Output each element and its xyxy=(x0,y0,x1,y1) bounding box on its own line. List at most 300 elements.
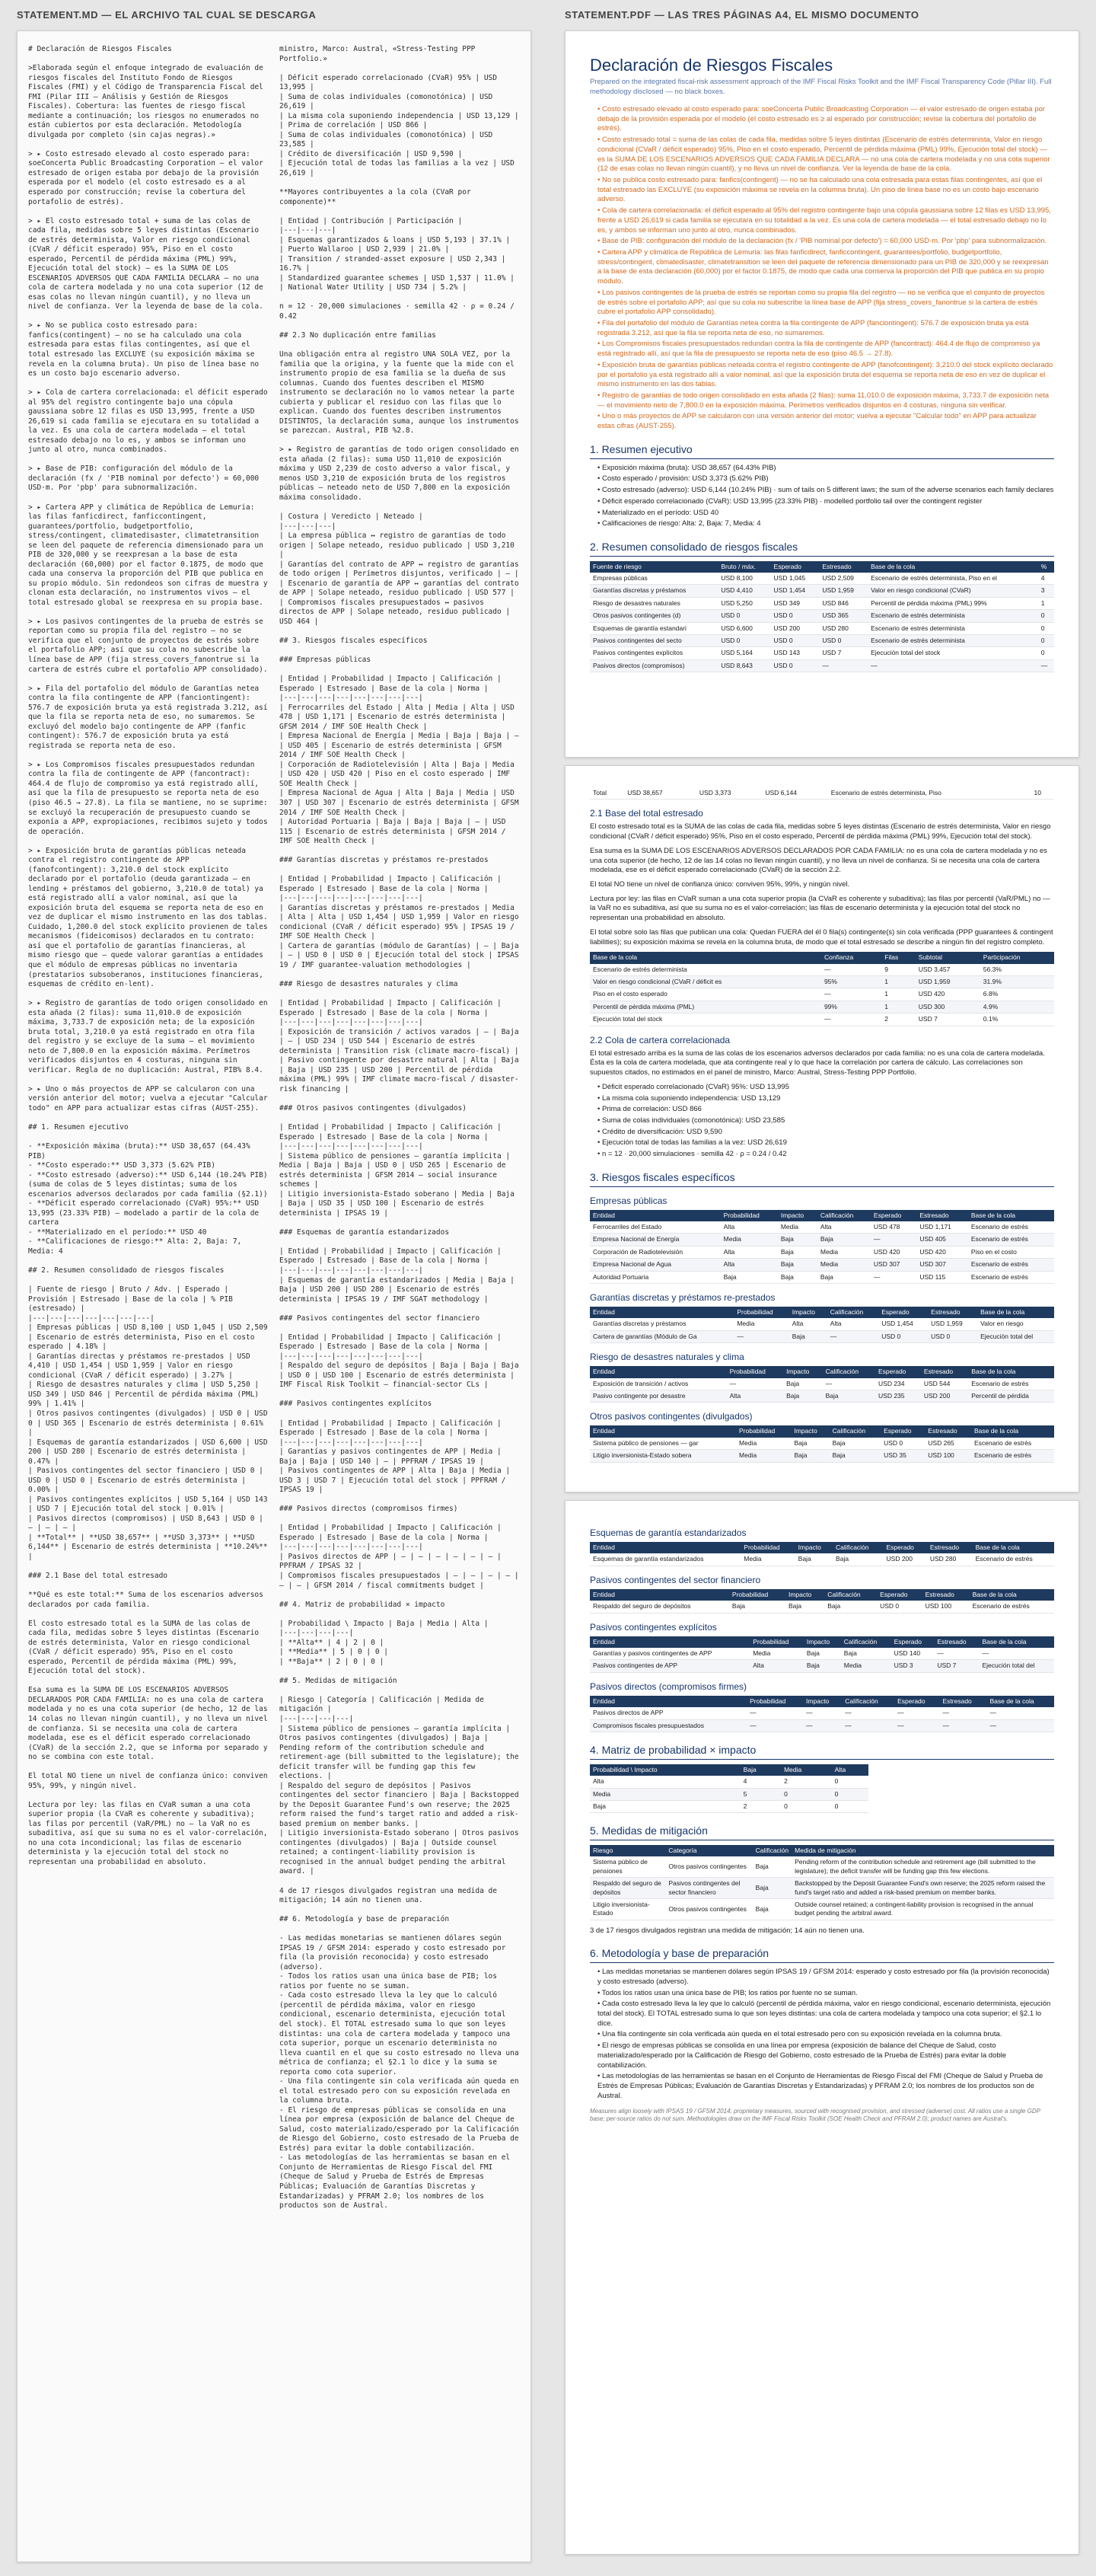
table-cell: Garantías y pasivos contingentes de APP xyxy=(590,1648,750,1660)
column-header: Impacto xyxy=(789,1307,827,1318)
table-cell: — xyxy=(821,988,881,1001)
table-cell: Alta xyxy=(817,1221,871,1234)
direct-liabilities-table xyxy=(590,1696,1054,1732)
section-2-1-paragraph-2: Esa suma es la SUMA DE LOS ESCENARIOS ADVERSOS DECLARADOS POR CADA FAMILIA: no es una cola de cartera modelada y no es una cota superior (de hecho, 12 de las 14 colas no llevan ningún cuantil), y no lleva un nivel de confianza. Si se necesita una cola de cartera modelada, ese es el déficit esperado correlacionado (CVaR) de la sección 2.2. xyxy=(590,846,1047,875)
table-cell: Pasivos contingentes explícitos xyxy=(590,647,718,659)
column-header: Esperado xyxy=(771,561,820,573)
table-cell: USD 5,164 xyxy=(718,647,770,659)
table-cell: — xyxy=(842,1707,894,1719)
guarantees-risk-table xyxy=(590,1307,1054,1343)
table-cell: 0 xyxy=(1038,622,1054,634)
table-cell: Percentil de pérdida máxima (PML) 99% xyxy=(868,597,1038,609)
warning-flag: • Cartera APP y climática de República de Lemuria: las filas fanficdirect, fanficcontingent, guarantees/portfolio, budgetportfolio, stress/contingent, climatedisaster, climatetransition se leen del paquete de referencia dimensionado para un PIB de 320,000 y se reexpresan a la base de esta declaración (60,000) por el factor 0.1875, de modo que cada una conserva la proporción del PIB que publica en su propio módulo. xyxy=(597,248,1054,287)
table-cell: Ferrocarriles del Estado xyxy=(590,1221,721,1234)
table-cell: 5 xyxy=(741,1788,781,1800)
table-cell: Baja xyxy=(785,1601,824,1613)
table-cell: USD 143 xyxy=(771,647,820,659)
table-row xyxy=(590,585,1054,597)
column-header: Impacto xyxy=(778,1210,817,1221)
table-cell: — xyxy=(803,1719,842,1732)
table-cell: Esquemas de garantía estandari xyxy=(590,622,718,634)
table-cell: USD 7 xyxy=(934,1660,979,1672)
section-1-title: 1. Resumen ejecutivo xyxy=(590,442,1054,459)
table-cell: Baja xyxy=(830,1450,881,1462)
correlation-item: • n = 12 · 20,000 simulaciones · semilla 42 · ρ = 0.24 / 0.42 xyxy=(597,1150,1054,1160)
table-cell: — xyxy=(986,1707,1054,1719)
summary-item: • Calificaciones de riesgo: Alta: 2, Baja: 7, Media: 4 xyxy=(597,519,1054,529)
table-cell: 6.8% xyxy=(980,988,1054,1001)
column-header: Impacto xyxy=(791,1425,829,1437)
table-cell: Pasivo contingente por desastre xyxy=(590,1390,727,1402)
correlation-item: • La misma cola suponiendo independencia: USD 13,129 xyxy=(597,1094,1054,1104)
markdown-source-part-1: # Declaración de Riesgos Fiscales >Elaborada según el enfoque integrado de evaluación de riesgos fiscales del Instituto Fondo de Riesgos Fiscales (FMI) y el Código de Transparencia Fiscal del FMI (Pilar III — Análisis y Gestión de Riesgos Fiscales). Cobertura: las fuentes de riesgo fiscal mediante a continuación; los riesgos no enumerados no están cubiertos por esta declaración. Metodología divulgada por completo (sin cajas negras).» > ▸ Costo estresado elevado al costo esperado para: soeConcerta Public Broadcasting Corporation — el valor estresado de origen estaba por debajo de la provisión esperada por el modelo (el costo estresado es a al esperado por construcción; revise la cobertura del portafolio de estrés). > ▸ El costo estresado total + suma de las colas de cada fila, medidas sobre 5 leyes distintas (Escenario de estrés determinista, Valor en riesgo condicional (CVaR / déficit esperado) 95%, Piso en el costo esperado, Percentil de pérdida máxima (PML) 99%, Ejecución total del stock) — es la SUMA DE LOS ESCENARIOS ADVERSOS QUE CADA FAMILIA DECLARA — no una cola de cartera modelada y no una cota superior (12 de esas colas no llevan ningún cuantil), y no lleva un nivel de confianza. Ver la leyenda de base de la cola. > ▸ No se publica costo estresado para: fanfics(contingent) — no se ha calculado una cola estresada para estas filas contingentes, así que el total estresado las EXCLUYE (su exposición máxima se revela en la columna bruta). Un piso de línea base no es un costo bajo escenario adverso. > ▸ Cola de cartera correlacionada: el déficit esperado al 95% del registro contingente bajo una cópula gaussiana sobre 12 filas es USD 13,995, frente a USD 26,619 si cada familia se ejecutara en su totalidad a la vez. Es una cola de cartera modelada — el total estresado debajo no lo es, y ambos se informan uno junto al otro, nunca combinados. > ▸ Base de PIB: configuración del módulo de la declaración (fx / 'PIB nominal por defecto') = 60,000 USD·m. Por 'pbp' para subnormalización. > ▸ Cartera APP y climática de República de Lemuria: las filas fanficdirect, fanficcontingent, guarantees/portfolio, budgetportfolio, stress/contingent, climatedisaster, climatetransition se leen del paquete de referencia dimensionado para un PIB de 320,000 y se reexpresan a la base de esta declaración (60,000) por el factor 0.1875, de modo que cada una conserva la proporción del PIB que publica en su propio módulo. Sin redondeos son cifras de muestra y clonan esta declaración, no instrumentos vivos — el total estresado global se reexpresa en su propia base. > ▸ Los pasivos contingentes de la prueba de estrés se reportan como su propia fila del registro — no se verifica que el conjunto de proyectos de estrés sobre el portafolio APP; así que su cola no subescribe la línea base de APP (fija stress_covers_fanontrue si la cartera de estrés cubre el portafolio APP consolidado). > ▸ Fila del portafolio del módulo de Garantías netea contra la fila contingente de APP (fanciontingent): 576.7 de exposición bruta ya está registrada 3.212, así que la fila se reporta neta de eso, no sumaremos. Se excluyó del modelo bajo contingente de APP (fanfic contingent): 576.7 de exposición bruta ya está registrada se reporta neta de eso. > ▸ Los Compromisos fiscales presupuestados redundan contra la fila de contingente de APP (fancontract): 464.4 de flujo de compromiso ya está registrado allí, así que la fila de presupuesto se reporta neta de eso (piso 46.5 → 27.8). La fila se mantiene, no se suprime: se excluyó la recuperación de presupuesto cuando se exponía a APP, expropiaciones, recibimos sujeto y todos de operación. > ▸ Exposición bruta de garantías públicas neteada contra el registro contingente de APP (fanofcontingent): 3,210.0 del stock explícito declarado por el portafolio (deuda garantizada — en lending + préstamos del gobierno, 3,210.0 de total) ya está registrado allí a valor nominal, así que la exposición bruta del esquema se reporta neta de eso en vez de duplicar el mismo instrumento en las dos tablas. Cuidado, 1,200.0 del stock explícito provienen de tales mecanismos (fideicomisos) declarados en tu contrato: así que el portafolio de garantías financieras, al mismo riesgo que — quede valorar garantías a entidades que el módulo de empresas públicas no inventaria (prestatarios subsoberanos, instituciones financieras, esquemas de crédito en-lent). > ▸ Registro de garantías de todo origen consolidado en esta añada (2 filas): suma 11,010.0 de exposición máxima, 3,733.7 de exposición neta; de la exposición bruta total, 3,210.0 ya está registrado en otra fila del registro y se excluye de la suma — el movimiento neto de 7,800.0 en la exposición máxima. Perímetros verificados disjuntos en 4 costuras, ninguna sin verificar. Regla de no duplicación: Austral, PIB% 8.4. > ▸ Uno o más proyectos de APP se calcularon con una versión anterior del motor; vuelva a ejecutar "Calcular todo" en APP para actualizar estas cifras (AUST-255). ## 1. Resumen ejecutivo - **Exposición máxima (bruta):** USD 38,657 (64.43% PIB) - **Costo esperado:** USD 3,373 (5.62% PIB) - **Costo estresado (adverso):** USD 6,144 (10.24% PIB) (suma de colas de 5 leyes distintas; suma de los escenarios adversos declarados por cada familia (§2.1)) - **Déficit esperado correlacionado (CVaR) 95%:** USD 13,995 (23.33% PIB) — modelado a partir de la cola de cartera - **Materializado en el período:** USD 40 - **Calificaciones de riesgo:** Alta: 2, Baja: 7, Media: 4 ## 2. Resumen consolidado de riesgos fiscales | Fuente de riesgo | Bruto / Adv. | Esperado | Provisión | Estresado | Base de la cola | % PIB (estresado) | |---|---|---|---|---|---|---| | Empresas públicas | USD 8,100 | USD 1,045 | USD 2,509 | Escenario de estrés determinista, Piso en el costo esperado | 4.18% | | Garantías directas y préstamos re-prestados | USD 4,410 | USD 1,454 | USD 1,959 | Valor en riesgo condicional (CVaR / déficit esperado) | 3.27% | | Riesgo de desastres naturales y clima | USD 5,250 | USD 349 | USD 846 | Percentil de pérdida máxima (PML) 99% | 1.41% | | Otros pasivos contingentes (divulgados) | USD 0 | USD 0 | USD 365 | Escenario de estrés determinista | 0.61% | | Esquemas de garantía estandarizados | USD 6,600 | USD 200 | USD 280 | Escenario de estrés determinista | 0.47% | | Pasivos contingentes del sector financiero | USD 0 | USD 0 | USD 0 | Escenario de estrés determinista | 0.00% | | Pasivos contingentes explícitos | USD 5,164 | USD 143 | USD 7 | Ejecución total del stock | 0.01% | | Pasivos directos (compromisos) | USD 8,643 | USD 0 | — | — | — | | **Total** | **USD 38,657** | **USD 3,373** | **USD 6,144** | Escenario de estrés determinista | **10.24%** | ### 2.1 Base del total estresado **Qué es este total:** Suma de los escenarios adversos declarados por cada familia. El costo estresado total es la SUMA de las colas de cada fila, medidas sobre 5 leyes distintas (Escenario de estrés determinista, Valor en riesgo condicional (CVaR / déficit esperado) 95%, Piso en el costo esperado, Percentil de pérdida máxima (PML) 99%, Ejecución total del stock). Esa suma es la SUMA DE LOS ESCENARIOS ADVERSOS DECLARADOS POR CADA FAMILIA: no es una cola de cartera modelada y no es una cota superior (de hecho, 12 de las 14 colas no llevan ningún cuantil), y no lleva un nivel de confianza. Si se necesita una cola de cartera modelada, ese es el déficit esperado correlacionado (CVaR) de la sección 2.2, que se informa por separado y no se combina con este total. El total NO tiene un nivel de confianza único: conviven 95%, 99%, y ningún nivel. Lectura por ley: las filas en CVaR suman a una cota superior propia (la CVaR es coherente y subaditiva); las filas por percentil (VaR/PML) no — la VaR no es subaditiva, así que su suma no es el valor-correlación, no una cota incondicional; las filas de escenario determinista y la ejecución total del stock no representan una probabilidad en absoluto. xyxy=(28,45,268,1866)
table-cell: Piso en el costo esperado xyxy=(590,988,821,1001)
table-cell: 4.9% xyxy=(980,1001,1054,1013)
markdown-source-part-2: ministro, Marco: Austral, «Stress-Testing PPP Portfolio.» | Déficit esperado correlacionado (CVaR) 95% | USD 13,995 | | Suma de colas individuales (comonotónica) | USD 26,619 | | La misma cola suponiendo independencia | USD 13,129 | | Prima de correlación | USD 866 | | Suma de colas individuales (comonotónica) | USD 23,585 | | Crédito de diversificación | USD 9,590 | | Ejecución total de todas las familias a la vez | USD 26,619 | **Mayores contribuyentes a la cola (CVaR por componente)** | Entidad | Contribución | Participación | |---|---|---| | Esquemas garantizados & loans | USD 5,193 | 37.1% | | Puerto Wallaroo | USD 2,939 | 21.0% | | Transition / stranded-asset exposure | USD 2,343 | 16.7% | | Standardized guarantee schemes | USD 1,537 | 11.0% | | National Water Utility | USD 734 | 5.2% | n = 12 · 20,000 simulaciones · semilla 42 · ρ = 0.24 / 0.42 ## 2.3 No duplicación entre familias Una obligación entra al registro UNA SOLA VEZ, por la familia que la origina, y la fuente que la mide con el instrumento propio de esa familia se la dueña de sus columnas. Cuando dos fuentes describen el MISMO instrumento se declaración no lo vamos netear la parte cubierta y publicar el residuo con las filas que lo explican. Cuando dos fuentes describen instrumentos DISTINTOS, la declaración suma, aunque los instrumentos se parezcan. Austral, PIB %2.8. > ▸ Registro de garantías de todo origen consolidado en esta añada (2 filas): suma USD 11,010 de exposición máxima y USD 2,239 de costo adverso a valor fiscal, y menos USD 3,210 de exposición bruta de los registros públicas — neteado neto de USD 7,800 en la exposición máxima consolidado. | Costura | Veredicto | Neteado | |---|---|---| | La empresa pública ↔ registro de garantías de todo origen | Solape neteado, residuo publicado | USD 3,210 | | Garantías del contrato de APP ↔ registro de garantías de todo origen | Perímetros disjuntos, verificado | — | | Escenario de garantía de APP ↔ garantías del contrato de APP | Solape neteado, residuo publicado | USD 577 | | Compromisos fiscales presupuestados ↔ pasivos directos de APP | Solape neteado, residuo publicado | USD 464 | ## 3. Riesgos fiscales específicos ### Empresas públicas | Entidad | Probabilidad | Impacto | Calificación | Esperado | Estresado | Base de la cola | Norma | |---|---|---|---|---|---|---|---| | Ferrocarriles del Estado | Alta | Media | Alta | USD 478 | USD 1,171 | Escenario de estrés determinista | GFSM 2014 / IMF SOE Health Check | | Empresa Nacional de Energía | Media | Baja | Baja | — | USD 405 | Escenario de estrés determinista | GFSM 2014 / IMF SOE Health Check | | Corporación de Radiotelevisión | Alta | Baja | Media | USD 420 | USD 420 | Piso en el costo esperado | IMF SOE Health Check | | Empresa Nacional de Agua | Alta | Baja | Media | USD 307 | USD 307 | Escenario de estrés determinista | GFSM 2014 / IMF SOE Health Check | | Autoridad Portuaria | Baja | Baja | Baja | — | USD 115 | Escenario de estrés determinista | GFSM 2014 / IMF SOE Health Check | ### Garantías discretas y préstamos re-prestados | Entidad | Probabilidad | Impacto | Calificación | Esperado | Estresado | Base de la cola | Norma | |---|---|---|---|---|---|---|---| | Garantías discretas y préstamos re-prestados | Media | Alta | Alta | USD 1,454 | USD 1,959 | Valor en riesgo condicional (CVaR / déficit esperado) 95% | IPSAS 19 / IMF SOE Health Check | | Cartera de garantías (módulo de Garantías) | — | Baja | — | USD 0 | USD 0 | Ejecución total del stock | IPSAS 19 / IMF guarantee-valuation methodologies | ### Riesgo de desastres naturales y clima | Entidad | Probabilidad | Impacto | Calificación | Esperado | Estresado | Base de la cola | Norma | |---|---|---|---|---|---|---|---| | Exposición de transición / activos varados | — | Baja | — | USD 234 | USD 544 | Escenario de estrés determinista | Transition risk (climate macro-fiscal) | | Pasivo contingente por desastre natural | Alta | Baja | Baja | USD 235 | USD 200 | Percentil de pérdida máxima (PML) 99% | IMF climate macro-fiscal / disaster-risk financing | ### Otros pasivos contingentes (divulgados) | Entidad | Probabilidad | Impacto | Calificación | Esperado | Estresado | Base de la cola | Norma | |---|---|---|---|---|---|---|---| | Sistema público de pensiones — garantía implícita | Media | Baja | Baja | USD 0 | USD 265 | Escenario de estrés determinista | GFSM 2014 — social insurance schemes | | Litigio inversionista-Estado soberano | Media | Baja | Baja | USD 35 | USD 100 | Escenario de estrés determinista | IPSAS 19 | ### Esquemas de garantía estandarizados | Entidad | Probabilidad | Impacto | Calificación | Esperado | Estresado | Base de la cola | Norma | |---|---|---|---|---|---|---|---| | Esquemas de garantía estandarizados | Media | Baja | Baja | USD 200 | USD 280 | Escenario de estrés determinista | IPSAS 19 / IMF SGAT methodology | ### Pasivos contingentes del sector financiero | Entidad | Probabilidad | Impacto | Calificación | Esperado | Estresado | Base de la cola | Norma | |---|---|---|---|---|---|---|---| | Respaldo del seguro de depósitos | Baja | Baja | Baja | USD 0 | USD 100 | Escenario de estrés determinista | IMF Fiscal Risk Toolkit — financial-sector CLs | ### Pasivos contingentes explícitos | Entidad | Probabilidad | Impacto | Calificación | Esperado | Estresado | Base de la cola | Norma | |---|---|---|---|---|---|---|---| | Garantías y pasivos contingentes de APP | Media | Baja | Baja | USD 140 | — | PPFRAM / IPSAS 19 | | Pasivos contingentes de APP | Alta | Baja | Media | USD 3 | USD 7 | Ejecución total del stock | PPFRAM / IPSAS 19 | ### Pasivos directos (compromisos firmes) | Entidad | Probabilidad | Impacto | Calificación | Esperado | Estresado | Base de la cola | Norma | |---|---|---|---|---|---|---|---| | Pasivos directos de APP | — | — | — | — | — | — | PPFRAM / IPSAS 32 | | Compromisos fiscales presupuestados | — | — | — | — | — | — | GFSM 2014 / fiscal commitments budget | ## 4. Matriz de probabilidad × impacto | Probabilidad \ Impacto | Baja | Media | Alta | |---|---|---|---| | **Alta** | 4 | 2 | 0 | | **Media** | 5 | 0 | 0 | | **Baja** | 2 | 0 | 0 | ## 5. Medidas de mitigación | Riesgo | Categoría | Calificación | Medida de mitigación | |---|---|---|---| | Sistema público de pensiones — garantía implícita | Otros pasivos contingentes (divulgados) | Baja | Pending reform of the contribution schedule and retirement-age (bill submitted to the legislature); the deficit transfer will be funding gap this few elections. | | Respaldo del seguro de depósitos | Pasivos contingentes del sector financiero | Baja | Backstopped by the Deposit Guarantee Fund's own reserve; the 2025 reform raised the fund's target ratio and added a risk-based premium on member banks. | | Litigio inversionista-Estado soberano | Otros pasivos contingentes (divulgados) | Baja | Outside counsel retained; a contingent-liability provision is recognised in the annual budget pending the arbitral award. | 4 de 17 riesgos divulgados registran una medida de mitigación; 14 aún no tienen una. ## 6. Metodología y base de preparación - Las medidas monetarias se mantienen dólares según IPSAS 19 / GFSM 2014: esperado y costo estresado por fila (la provisión reconocida) y costo estresado (adverso). - Todos los ratios usan una única base de PIB; los ratios por fuente no se suman. - Cada costo estresado lleva la ley que lo calculó (percentil de pérdida máxima, valor en riesgo condicional, escenario determinista, ejecución total del stock). El TOTAL estresado suma lo que son leyes distintas: una cola de cartera modelada y tampoco una cota superior, porque un escenario determinista no lleva cuantil en el que su costo estresado no lleva una métrica de confianza; el §2.1 lo dice y la suma se reporta como cota superior. - Una fila contingente sin cola verificada aún queda en el total estresado pero con su exposición revelada en la columna bruta. - El riesgo de empresas públicas se consolida en una línea por empresa (exposición de balance del Cheque de Salud, costo materializado/esperado por la Calificación de Riesgo del Gobierno, costo estresado de la Prueba de Estrés) para evitar la doble contabilización. - Las metodologías de las herramientas se basan en el Conjunto de Herramientas de Riesgo Fiscal del FMI (Cheque de Salud y Prueba de Estrés de Empresas Públicas; Evaluación de Garantías Discretas y Estandarizadas) y PFRAM 2.0; los nombres de los productos son de Austral. xyxy=(279,45,519,2211)
table-cell: 0 xyxy=(781,1800,832,1812)
table-cell: Compromisos fiscales presupuestados xyxy=(590,1719,747,1732)
table-cell: 0 xyxy=(1038,647,1054,659)
column-header: Entidad xyxy=(590,1542,741,1553)
table-cell: USD 280 xyxy=(819,622,868,634)
table-cell: Garantías discretas y préstamos xyxy=(590,1318,734,1330)
table-row xyxy=(590,1707,1054,1719)
column-header: Impacto xyxy=(803,1696,842,1707)
table-cell: USD 307 xyxy=(871,1259,916,1271)
column-header: Calificación xyxy=(823,1366,875,1377)
table-cell: Baja xyxy=(783,1390,823,1402)
table-cell: — xyxy=(894,1719,939,1732)
table-cell: Escenario de estrés xyxy=(968,1378,1054,1390)
total-cell: USD 6,144 xyxy=(762,787,827,800)
table-cell: USD 7 xyxy=(916,1013,980,1026)
table-cell: USD 140 xyxy=(891,1648,935,1660)
table-cell: Litigio inversionista-Estado sobera xyxy=(590,1450,736,1462)
table-cell: Valor en riesgo condicional (CVaR / déficit es xyxy=(590,976,821,988)
table-row xyxy=(590,647,1054,659)
column-header: Subtotal xyxy=(916,952,980,963)
column-header: Probabilidad xyxy=(750,1636,804,1648)
table-row xyxy=(590,597,1054,609)
total-cell: Total xyxy=(590,787,624,800)
methodology-item: • Las medidas monetarias se mantienen dólares según IPSAS 19 / GFSM 2014: esperado y costo estresado por fila (la provisión reconocida) y costo estresado (adverso). xyxy=(597,1968,1054,1987)
column-header: Impacto xyxy=(783,1366,823,1377)
standardized-subtitle: Esquemas de garantía estandarizados xyxy=(590,1527,747,1538)
table-cell: Pasivos contingentes del secto xyxy=(590,634,718,646)
table-cell: Alta xyxy=(590,1776,741,1788)
warning-flag: • Costo estresado total = suma de las colas de cada fila, medidas sobre 5 leyes distintas (Escenario de estrés determinista, Valor en riesgo condicional (CVaR / déficit esperado) 95%, Piso en el costo esperado, Percentil de pérdida máxima (PML) 99%, Ejecución total del stock) — es la SUMA DE LOS ESCENARIOS ADVERSOS QUE CADA FAMILIA DECLARA — no una cola de cartera modelada y no una cota superior (12 de esas colas no llevan ningún cuantil), y no lleva un nivel de confianza. Ver la leyenda de base de la cola. xyxy=(597,136,1054,174)
table-cell: Empresa Nacional de Agua xyxy=(590,1259,721,1271)
table-cell: Escenario de estrés xyxy=(971,1450,1054,1462)
probability-impact-matrix xyxy=(590,1764,868,1814)
table-cell: Valor en riesgo xyxy=(977,1318,1054,1330)
table-cell: Baja xyxy=(830,1438,881,1450)
table-cell: Escenario de estrés xyxy=(968,1221,1054,1234)
table-cell: USD 3,457 xyxy=(916,964,980,976)
table-cell: Otros pasivos contingentes xyxy=(665,1898,752,1920)
pdf-page-3 xyxy=(565,1500,1079,2555)
warning-flag: • Uno o más proyectos de APP se calcularon con una versión anterior del motor; vuelva a ejecutar "Calcular todo" en APP para actualizar estas cifras (AUST-255). xyxy=(597,412,1054,431)
methodology-item: • Cada costo estresado lleva la ley que lo calculó (percentil de pérdida máxima, valor en riesgo condicional, escenario determinista, ejecución total del stock). El TOTAL estresado suma lo que son leyes distintas: una cola de cartera modelada y tampoco una cota superior; el §2.1 lo dice. xyxy=(597,2000,1054,2029)
table-cell: Media xyxy=(734,1318,789,1330)
table-cell: 1 xyxy=(881,1001,915,1013)
column-header: Probabilidad xyxy=(734,1307,789,1318)
column-header: Confianza xyxy=(821,952,881,963)
table-cell: 2 xyxy=(741,1800,781,1812)
table-cell: 3 xyxy=(1038,585,1054,597)
table-cell: 0 xyxy=(832,1800,868,1812)
column-header: Estresado xyxy=(928,1307,977,1318)
table-cell: USD 349 xyxy=(771,597,820,609)
column-header: Esperado xyxy=(881,1425,925,1437)
table-cell: Baja xyxy=(804,1660,841,1672)
financial-sector-subtitle: Pasivos contingentes del sector financiero xyxy=(590,1574,761,1585)
section-4-title: 4. Matriz de probabilidad × impacto xyxy=(590,1743,1054,1760)
section-2-2-paragraph: El total estresado arriba es la suma de las colas de los escenarios adversos declarados por cada familia: no es una cola de cartera modelada. Ésta es la cola de cartera modelada, que ata contingente real y lo que hace la correlación por cartera de cálculo. Las correlaciones son supuestos citados, no estimados en el panel de ministro, Marco: Austral, Stress-Testing PPP Portfolio. xyxy=(590,1049,1045,1077)
table-cell: USD 1,959 xyxy=(819,585,868,597)
table-cell: USD 8,100 xyxy=(718,573,770,585)
table-cell: Empresa Nacional de Energía xyxy=(590,1234,721,1246)
table-cell: — xyxy=(934,1648,979,1660)
table-cell: 1 xyxy=(1038,597,1054,609)
methodology-item: • El riesgo de empresas públicas se consolida en una línea por empresa (exposición de balance del Cheque de Salud, costo materializado/esperado por la Calificación de Riesgo del Gobierno, costo estresado de la Prueba de Estrés) para evitar la doble contabilización. xyxy=(597,2041,1054,2070)
warning-flag: • Base de PIB: configuración del módulo de la declaración (fx / 'PIB nominal por defecto') = 60,000 USD·m. Por 'pbp' para subnormalización. xyxy=(597,237,1054,247)
column-header: Calificación xyxy=(753,1845,792,1856)
table-row xyxy=(590,1450,1054,1462)
column-header: Filas xyxy=(881,952,915,963)
table-cell: 4 xyxy=(1038,573,1054,585)
table-cell: Media xyxy=(736,1450,791,1462)
table-cell: Esquemas de garantía estandarizados xyxy=(590,1553,741,1566)
column-header: Probabilidad xyxy=(747,1696,803,1707)
warning-flag: • Exposición bruta de garantías públicas neteada contra el registro contingente de APP (fanofcontingent): 3,210.0 del stock explícito declarado por el portafolio ya está registrado allí a valor nominal, así que la exposición bruta del esquema se reporta neta de eso en vez de duplicar el mismo instrumento en las dos tablas. xyxy=(597,361,1054,390)
table-cell: — xyxy=(868,659,1038,672)
table-cell: Media xyxy=(590,1788,741,1800)
table-cell: Baja xyxy=(817,1234,871,1246)
summary-item: • Déficit esperado correlacionado (CVaR): USD 13,995 (23.33% PIB) · modelled portfolio tail over the contingent register xyxy=(597,497,1054,507)
table-cell: Baja xyxy=(789,1330,827,1342)
table-cell: USD 0 xyxy=(819,634,868,646)
column-header: Base de la cola xyxy=(971,1425,1054,1437)
table-cell: Backstopped by the Deposit Guarantee Fund's own reserve; the 2025 reform raised the fund's target ratio and added a risk-based premium on member banks. xyxy=(792,1878,1054,1899)
table-cell: — xyxy=(823,1378,875,1390)
table-row xyxy=(590,610,1054,622)
table-cell: Percentil de pérdida xyxy=(968,1390,1054,1402)
table-cell: 1 xyxy=(881,988,915,1001)
table-cell: USD 6,600 xyxy=(718,622,770,634)
table-cell: USD 100 xyxy=(925,1450,971,1462)
table-cell: Baja xyxy=(823,1390,875,1402)
table-cell: USD 200 xyxy=(771,622,820,634)
table-cell: Escenario de estrés determinista xyxy=(590,964,821,976)
section-3-title: 3. Riesgos fiscales específicos xyxy=(590,1170,1054,1187)
table-cell: USD 0 xyxy=(878,1330,928,1342)
column-header: Categoría xyxy=(665,1845,752,1856)
table-cell: USD 365 xyxy=(819,610,868,622)
direct-liabilities-subtitle: Pasivos directos (compromisos firmes) xyxy=(590,1681,747,1692)
column-header: Esperado xyxy=(875,1366,921,1377)
table-cell: 4 xyxy=(741,1776,781,1788)
summary-item: • Costo esperado / provisión: USD 3,373 (5.62% PIB) xyxy=(597,474,1054,484)
table-cell: — xyxy=(821,964,881,976)
methodology-item: • Las metodologías de las herramientas se basan en el Conjunto de Herramientas de Riesgo Fiscal del FMI (Cheque de Salud y Prueba de Estrés de Empresas Públicas; Evaluación de Garantías Discretas y Estandarizadas) y PFRAM 2.0; los nombres de los productos son de Austral. xyxy=(597,2072,1054,2101)
column-header: Entidad xyxy=(590,1210,721,1221)
table-cell: Baja xyxy=(817,1271,871,1283)
warning-flag: • Registro de garantías de todo origen consolidado en esta añada (2 filas): suma 11,010.0 de exposición máxima, 3,733.7 de exposición neta — el movimiento neto de 7,800.0 en la exposición máxima. Perímetros verificados disjuntos en 4 costuras, ninguna sin verificar. xyxy=(597,391,1054,410)
table-cell: USD 0 xyxy=(881,1438,925,1450)
soe-risk-table xyxy=(590,1210,1054,1284)
table-cell: USD 4,410 xyxy=(718,585,770,597)
table-cell: Autoridad Portuaria xyxy=(590,1271,721,1283)
summary-item: • Materializado en el período: USD 40 xyxy=(597,509,1054,519)
methodology-list xyxy=(590,1968,1054,2101)
table-row xyxy=(590,1438,1054,1450)
table-cell: — xyxy=(747,1719,803,1732)
table-cell: USD 0 xyxy=(771,634,820,646)
table-row xyxy=(590,976,1054,988)
column-header: Esperado xyxy=(884,1542,927,1553)
table-cell: Pending reform of the contribution schedule and retirement age (bill submitted to the legislature); the deficit transfer will be funding gap this few elections. xyxy=(792,1856,1054,1877)
standardized-risk-table xyxy=(590,1542,1054,1566)
column-header: Calificación xyxy=(824,1589,877,1601)
table-cell: Escenario de estrés xyxy=(970,1601,1054,1613)
table-cell: Riesgo de desastres naturales xyxy=(590,597,718,609)
column-header: Base de la cola xyxy=(986,1696,1054,1707)
soe-subtitle: Empresas públicas xyxy=(590,1195,667,1206)
table-cell: Baja xyxy=(833,1553,883,1566)
table-row xyxy=(590,1001,1054,1013)
table-row xyxy=(590,1878,1054,1899)
column-header: Alta xyxy=(832,1764,868,1776)
table-cell: Escenario de estrés determinista xyxy=(868,634,1038,646)
column-header: Esperado xyxy=(871,1210,916,1221)
table-cell: — xyxy=(842,1719,894,1732)
column-header: Entidad xyxy=(590,1589,729,1601)
summary-item: • Exposición máxima (bruta): USD 38,657 (64.43% PIB) xyxy=(597,464,1054,474)
table-cell: Respaldo del seguro de depósitos xyxy=(590,1601,729,1613)
table-cell: Baja xyxy=(590,1800,741,1812)
table-row xyxy=(590,1271,1054,1283)
table-cell: USD 0 xyxy=(928,1330,977,1342)
column-header: Calificación xyxy=(841,1636,891,1648)
table-cell: — xyxy=(940,1707,987,1719)
table-cell: Pasivos contingentes de APP xyxy=(590,1660,750,1672)
table-cell: Piso en el costo xyxy=(968,1246,1054,1258)
table-cell: USD 0 xyxy=(718,634,770,646)
column-header: Estresado xyxy=(916,1210,967,1221)
section-2-1-paragraph-5: El total sobre solo las filas que publican una cola: Quedan FUERA del él 0 fila(s) contingente(s) sin cola verificada (PPP guarantees & contingent liabilities); su exposición máxima se revela en la columna bruta, de modo que el total estresado se describe a ningún fin del registro completo. xyxy=(590,927,1053,946)
column-header: Estresado xyxy=(819,561,868,573)
table-row xyxy=(590,1330,1054,1342)
table-cell: Alta xyxy=(750,1660,804,1672)
table-cell: USD 1,959 xyxy=(916,976,980,988)
table-row xyxy=(590,988,1054,1001)
table-cell: Baja xyxy=(783,1378,823,1390)
pdf-footnote: Measures align loosely with IPSAS 19 / GFSM 2014; proprietary measures, sourced with recognised provision, and stressed (adverse) cost. All ratios use a single GDP base; per-source ratios do not sum. Methodologies draw on the IMF Fiscal Risks Toolkit (SOE Health Check and PFRAM 2.0); product names are Austral's. xyxy=(590,2107,1040,2123)
pdf-column-header: STATEMENT.PDF — LAS TRES PÁGINAS A4, EL MISMO DOCUMENTO xyxy=(565,9,919,21)
table-cell: Media xyxy=(841,1660,891,1672)
table-cell: Sistema público de pensiones — gar xyxy=(590,1438,736,1450)
disaster-risk-table xyxy=(590,1366,1054,1403)
table-cell: 31.9% xyxy=(980,976,1054,988)
column-header: Base de la cola xyxy=(968,1366,1054,1377)
table-cell: Baja xyxy=(824,1601,877,1613)
column-header: Baja xyxy=(741,1764,781,1776)
correlation-item: • Crédito de diversificación: USD 9,590 xyxy=(597,1128,1054,1138)
disaster-subtitle: Riesgo de desastres naturales y clima xyxy=(590,1352,744,1363)
column-header: Base de la cola xyxy=(970,1589,1054,1601)
table-cell: USD 846 xyxy=(819,597,868,609)
table-cell: Escenario de estrés xyxy=(968,1259,1054,1271)
column-header: Probabilidad xyxy=(721,1210,778,1221)
table-cell: Ejecución total del stock xyxy=(590,1013,821,1026)
table-cell: Media xyxy=(741,1553,795,1566)
table-cell: Media xyxy=(750,1648,804,1660)
explicit-contingent-subtitle: Pasivos contingentes explícitos xyxy=(590,1621,717,1633)
correlation-item: • Ejecución total de todas las familias a la vez: USD 26,619 xyxy=(597,1138,1054,1148)
table-cell: USD 478 xyxy=(871,1221,916,1234)
column-header: Base de la cola xyxy=(977,1307,1054,1318)
column-header: Base de la cola xyxy=(973,1542,1054,1553)
table-cell: Litigio inversionista-Estado xyxy=(590,1898,665,1920)
table-cell: Baja xyxy=(778,1234,817,1246)
table-cell: 56.3% xyxy=(980,964,1054,976)
table-cell: Exposición de transición / activos xyxy=(590,1378,727,1390)
table-cell: Otros pasivos contingentes xyxy=(665,1856,752,1877)
column-header: Base de la cola xyxy=(980,1636,1055,1648)
section-6-title: 6. Metodología y base de preparación xyxy=(590,1946,1054,1963)
table-cell: USD 1,454 xyxy=(878,1318,928,1330)
column-header: Probabilidad xyxy=(736,1425,791,1437)
section-2-1-paragraph-4: Lectura por ley: las filas en CVaR suman a una cota superior propia (la CVaR es coherente y subaditiva); las filas por percentil (VaR/PML) no — la VaR no es subaditiva, así que su suma no es el valor-correlación; las filas de escenario determinista y la ejecución total del stock no representan una probabilidad en absoluto. xyxy=(590,894,1050,923)
table-cell: Baja xyxy=(753,1878,792,1899)
table-row xyxy=(590,1601,1054,1613)
table-cell: USD 0 xyxy=(877,1601,922,1613)
other-contingent-table xyxy=(590,1425,1054,1462)
table-cell: Outside counsel retained; a contingent-liability provision is recognised in the annual budget pending the arbitral award. xyxy=(792,1898,1054,1920)
correlation-item: • Suma de colas individuales (comonotónica): USD 23,585 xyxy=(597,1116,1054,1126)
table-cell: Baja xyxy=(795,1553,833,1566)
warning-flag: • Costo estresado elevado al costo esperado para: soeConcerta Public Broadcasting Corporation — el valor estresado de origen estaba por debajo de la provisión esperada por el modelo (el costo estresado es ≥ al esperado por construcción; revise la cobertura del portafolio de estrés). xyxy=(597,105,1054,134)
table-cell: Escenario de estrés xyxy=(971,1438,1054,1450)
table-row xyxy=(590,1856,1054,1877)
consolidated-total-table xyxy=(590,787,1054,800)
table-row xyxy=(590,1800,868,1812)
column-header: Probabilidad \ Impacto xyxy=(590,1764,741,1776)
column-header: Entidad xyxy=(590,1425,736,1437)
table-cell: Corporación de Radiotelevisión xyxy=(590,1246,721,1258)
table-cell: 0 xyxy=(781,1788,832,1800)
table-cell: USD 234 xyxy=(875,1378,921,1390)
column-header: Impacto xyxy=(795,1542,833,1553)
table-cell: USD 7 xyxy=(819,647,868,659)
table-cell: Respaldo del seguro de depósitos xyxy=(590,1878,665,1899)
tail-basis-table xyxy=(590,952,1054,1026)
table-row xyxy=(590,1776,868,1788)
table-cell: — xyxy=(871,1234,916,1246)
column-header: Probabilidad xyxy=(727,1366,784,1377)
table-cell: Cartera de garantías (Módulo de Ga xyxy=(590,1330,734,1342)
section-2-2-title: 2.2 Cola de cartera correlacionada xyxy=(590,1034,731,1045)
table-cell: USD 420 xyxy=(916,988,980,1001)
table-cell: Empresas públicas xyxy=(590,573,718,585)
markdown-column-header: STATEMENT.MD — EL ARCHIVO TAL CUAL SE DESCARGA xyxy=(17,9,317,21)
methodology-item: • Todos los ratios usan una única base de PIB; los ratios por fuente no se suman. xyxy=(597,1989,1054,1999)
column-header: Estresado xyxy=(921,1366,968,1377)
consolidated-risk-table xyxy=(590,561,1054,672)
markdown-document[interactable] xyxy=(17,30,531,2562)
table-cell: USD 3 xyxy=(891,1660,935,1672)
table-cell: 95% xyxy=(821,976,881,988)
column-header: Fuente de riesgo xyxy=(590,561,718,573)
pdf-subtitle: Prepared on the integrated fiscal-risk assessment approach of the IMF Fiscal Risks Toolkit and the IMF Fiscal Transparency Code (Pillar III). Full methodology disclosed — no black boxes. xyxy=(590,78,1052,97)
table-cell: Baja xyxy=(753,1856,792,1877)
table-cell: USD 200 xyxy=(921,1390,968,1402)
table-cell: 9 xyxy=(881,964,915,976)
table-cell: Media xyxy=(817,1259,871,1271)
column-header: % xyxy=(1038,561,1054,573)
table-row xyxy=(590,1378,1054,1390)
table-cell: USD 35 xyxy=(881,1450,925,1462)
table-cell: Baja xyxy=(841,1648,891,1660)
table-cell: — xyxy=(894,1707,939,1719)
table-row xyxy=(590,1390,1054,1402)
table-cell: — xyxy=(727,1378,784,1390)
table-row xyxy=(590,1660,1054,1672)
column-header: Esperado xyxy=(891,1636,935,1648)
table-cell: Ejecución total del stock xyxy=(868,647,1038,659)
column-header: Media xyxy=(781,1764,832,1776)
table-row xyxy=(590,1788,868,1800)
table-row xyxy=(590,634,1054,646)
table-cell: USD 307 xyxy=(916,1259,967,1271)
table-cell: Baja xyxy=(791,1438,829,1450)
table-cell: USD 265 xyxy=(925,1438,971,1450)
column-header: Impacto xyxy=(785,1589,824,1601)
table-cell: USD 0 xyxy=(771,610,820,622)
table-cell: USD 544 xyxy=(921,1378,968,1390)
correlation-item: • Déficit esperado correlacionado (CVaR) 95%: USD 13,995 xyxy=(597,1083,1054,1093)
table-cell: Escenario de estrés determinista xyxy=(868,622,1038,634)
column-header: Calificación xyxy=(833,1542,883,1553)
table-cell: 0.1% xyxy=(980,1013,1054,1026)
table-cell: Media xyxy=(736,1438,791,1450)
column-header: Entidad xyxy=(590,1696,747,1707)
table-cell: Ejecución total del xyxy=(977,1330,1054,1342)
markdown-text-column-1 xyxy=(28,45,269,2548)
table-cell: — xyxy=(1038,659,1054,672)
table-row xyxy=(590,1246,1054,1258)
total-cell: USD 38,657 xyxy=(624,787,696,800)
table-cell: USD 0 xyxy=(718,610,770,622)
pdf-page-1 xyxy=(565,30,1079,758)
section-2-title: 2. Resumen consolidado de riesgos fiscales xyxy=(590,540,1054,557)
table-cell: Otros pasivos contingentes (d) xyxy=(590,610,718,622)
table-cell: — xyxy=(747,1707,803,1719)
table-cell: USD 300 xyxy=(916,1001,980,1013)
column-header: Calificación xyxy=(827,1307,878,1318)
markdown-text-column-2 xyxy=(279,45,520,2548)
table-row xyxy=(590,1221,1054,1234)
guarantees-subtitle: Garantías discretas y préstamos re-prestados xyxy=(590,1291,776,1303)
table-cell: — xyxy=(734,1330,789,1342)
table-cell: Alta xyxy=(789,1318,827,1330)
table-cell: 0 xyxy=(1038,634,1054,646)
table-cell: USD 1,454 xyxy=(771,585,820,597)
pdf-column xyxy=(548,0,1096,2576)
financial-sector-table xyxy=(590,1589,1054,1614)
table-cell: USD 100 xyxy=(922,1601,970,1613)
